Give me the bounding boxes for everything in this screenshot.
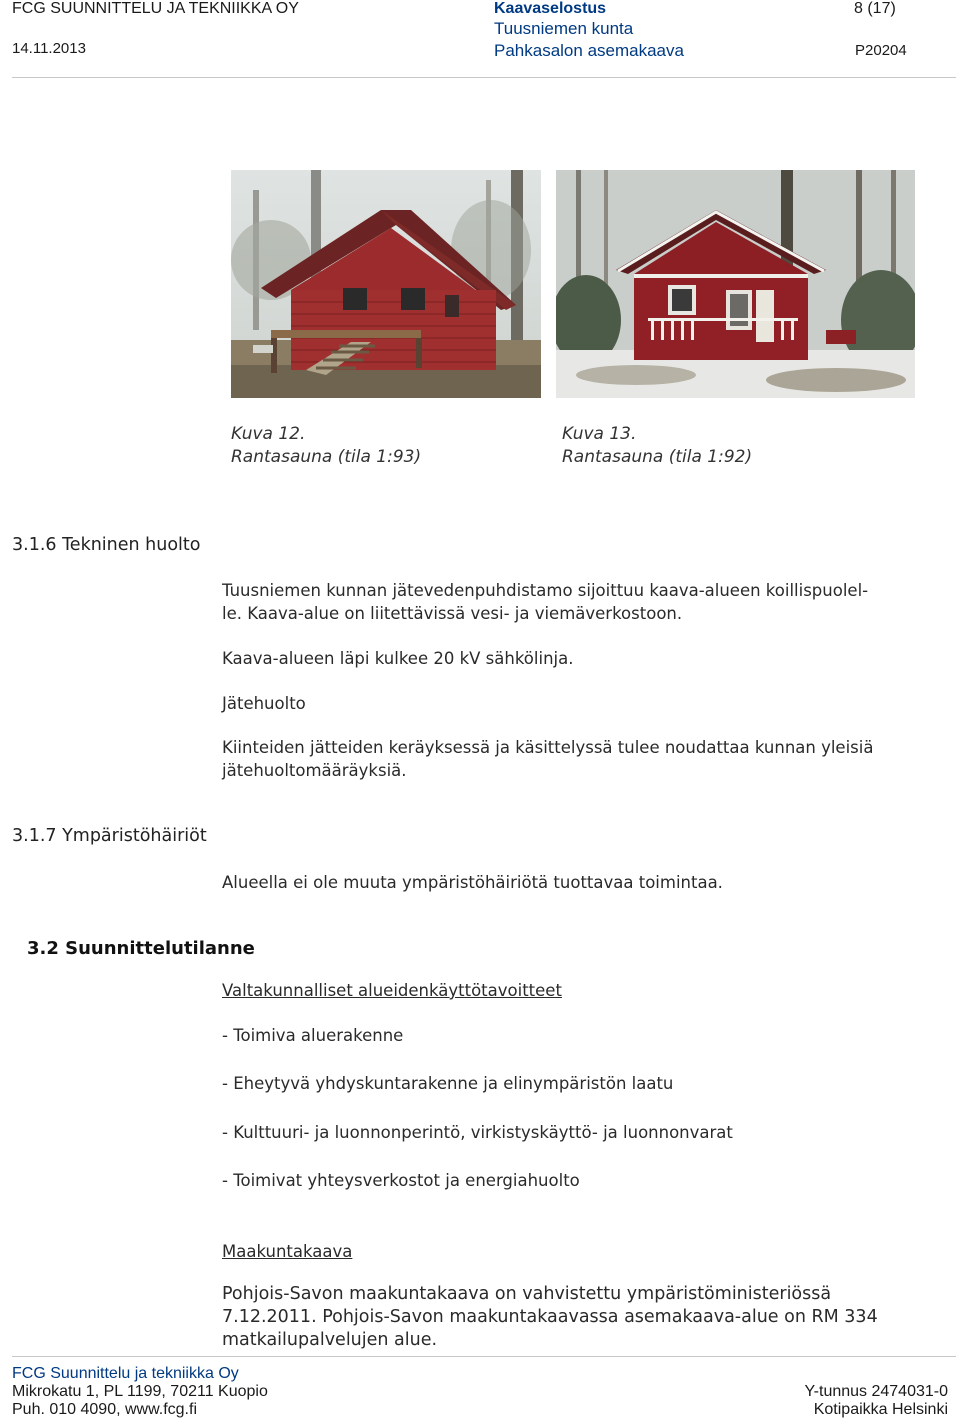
footer-domicile: Kotipaikka Helsinki xyxy=(813,1401,948,1418)
paragraph-maakuntakaava-line3: matkailupalvelujen alue. xyxy=(222,1330,438,1350)
heading-3-1-6: 3.1.6 Tekninen huolto xyxy=(12,535,201,555)
footer-business-id: Y-tunnus 2474031-0 xyxy=(804,1383,948,1400)
figure-13-caption: Rantasauna (tila 1:92) xyxy=(562,447,753,467)
header-plan-name: Pahkasalon asemakaava xyxy=(494,41,684,60)
paragraph-maakuntakaava-line2: 7.12.2011. Pohjois-Savon maakuntakaavassa asemakaava-alue on RM 334 xyxy=(222,1307,878,1327)
header-divider xyxy=(12,77,956,78)
paragraph-maakuntakaava-line1: Pohjois-Savon maakuntakaava on vahvistettu ympäristöministeriössä xyxy=(222,1284,832,1304)
header-page-number: 8 (17) xyxy=(854,0,896,17)
subheading-jatehuolto: Jätehuolto xyxy=(222,694,306,713)
paragraph-jatevesi-line1: Tuusniemen kunnan jätevedenpuhdistamo sijoittuu kaava-alueen koillispuolel- xyxy=(222,581,869,600)
figure-12-caption: Rantasauna (tila 1:93) xyxy=(231,447,422,467)
photo-rantasauna-1-93 xyxy=(231,170,541,398)
subheading-maakuntakaava: Maakuntakaava xyxy=(222,1242,353,1261)
photo-rantasauna-1-92 xyxy=(556,170,915,398)
footer-company: FCG Suunnittelu ja tekniikka Oy xyxy=(12,1365,239,1382)
header-doc-type: Kaavaselostus xyxy=(494,0,607,17)
header-project-code: P20204 xyxy=(855,42,907,59)
footer-phone-web: Puh. 010 4090, www.fcg.fi xyxy=(12,1401,197,1418)
footer-divider xyxy=(12,1356,956,1357)
paragraph-jatevesi-line2: le. Kaava-alue on liitettävissä vesi- ja viemäverkostoon. xyxy=(222,604,683,623)
paragraph-sahkolinja: Kaava-alueen läpi kulkee 20 kV sähkölinja. xyxy=(222,649,574,668)
header-company: FCG SUUNNITTELU JA TEKNIIKKA OY xyxy=(12,0,299,17)
list-item: - Eheytyvä yhdyskuntarakenne ja elinympäristön laatu xyxy=(222,1074,674,1093)
paragraph-ymparistohairiot: Alueella ei ole muuta ympäristöhäiriötä tuottavaa toimintaa. xyxy=(222,873,723,892)
list-item: - Kulttuuri- ja luonnonperintö, virkistyskäyttö- ja luonnonvarat xyxy=(222,1123,733,1142)
paragraph-jatehuolto-line1: Kiinteiden jätteiden keräyksessä ja käsittelyssä tulee noudattaa kunnan yleisiä xyxy=(222,738,874,757)
heading-3-2: 3.2 Suunnittelutilanne xyxy=(27,938,255,959)
paragraph-jatehuolto-line2: jätehuoltomääräyksiä. xyxy=(222,761,407,780)
heading-3-1-7: 3.1.7 Ympäristöhäiriöt xyxy=(12,826,207,846)
header-municipality: Tuusniemen kunta xyxy=(494,19,634,38)
header-date: 14.11.2013 xyxy=(12,40,86,57)
figure-12-number: Kuva 12. xyxy=(231,424,306,444)
list-item: - Toimivat yhteysverkostot ja energiahuolto xyxy=(222,1171,580,1190)
footer-address: Mikrokatu 1, PL 1199, 70211 Kuopio xyxy=(12,1383,268,1400)
list-item: - Toimiva aluerakenne xyxy=(222,1026,404,1045)
figure-13-number: Kuva 13. xyxy=(562,424,637,444)
subheading-valtakunnalliset-tavoitteet: Valtakunnalliset alueidenkäyttötavoitteet xyxy=(222,981,562,1000)
